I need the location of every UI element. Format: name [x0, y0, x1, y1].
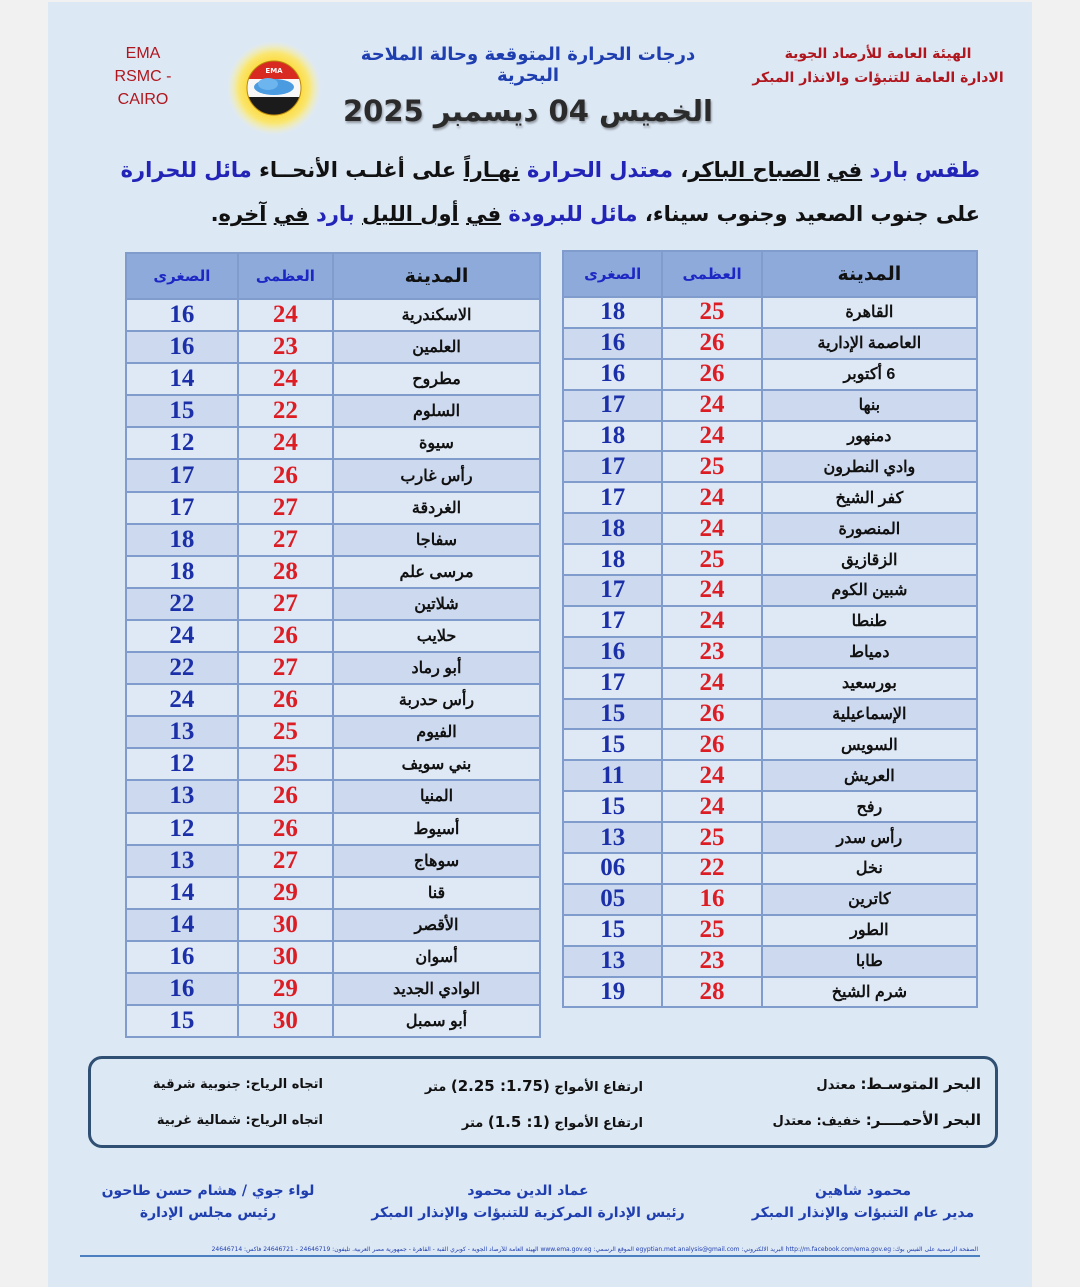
max-temp-cell: 30	[238, 909, 333, 941]
signatory-name: عماد الدين محمود	[467, 1183, 589, 1199]
table-row	[563, 946, 977, 977]
city-cell: رأس حدربة	[333, 684, 540, 716]
city-cell: قنا	[333, 877, 540, 909]
max-temp-cell: 23	[662, 637, 761, 668]
min-temp-cell: 15	[563, 791, 662, 822]
max-temp-cell: 26	[238, 459, 333, 491]
min-temp-cell: 13	[126, 845, 238, 877]
table-row	[563, 575, 977, 606]
min-temp-cell: 22	[126, 588, 238, 620]
bulletin-subtitle: درجات الحرارة المتوقعة وحالة الملاحة البحرية	[360, 44, 696, 86]
max-temp-cell: 24	[662, 482, 761, 513]
min-temp-cell: 17	[126, 492, 238, 524]
forecast-segment	[355, 202, 362, 226]
min-temp-cell: 06	[563, 853, 662, 884]
red-sea-row	[91, 1111, 995, 1135]
min-temp-cell: 17	[563, 390, 662, 421]
wind-label: اتجاه الرياح:	[245, 1113, 323, 1128]
signature-chairman	[88, 1180, 328, 1224]
table-header-row	[126, 253, 540, 299]
max-temp-cell: 26	[662, 729, 761, 760]
table-row	[563, 544, 977, 575]
forecast-segment	[459, 202, 466, 226]
table-row	[126, 748, 540, 780]
mediterranean-state: معتدل	[816, 1078, 861, 1093]
signatory-name: لواء جوي / هشام حسن طاحون	[101, 1183, 315, 1199]
dept-name-ar: الادارة العامة للتنبؤات والانذار المبكر	[752, 70, 1004, 86]
max-temp-cell: 27	[238, 524, 333, 556]
min-temp-cell: 15	[563, 729, 662, 760]
red-sea-label: البحر الأحمــــر:	[865, 1111, 981, 1129]
min-temp-cell: 15	[126, 395, 238, 427]
table-row	[563, 359, 977, 390]
table-row	[126, 780, 540, 812]
min-temp-cell: 18	[563, 544, 662, 575]
city-cell: القاهرة	[762, 297, 977, 328]
max-column-header: العظمى	[238, 253, 333, 299]
city-cell: وادي النطرون	[762, 451, 977, 482]
city-cell: 6 أكتوبر	[762, 359, 977, 390]
forecast-segment: نهـاراً	[463, 158, 520, 182]
city-cell: المنصورة	[762, 513, 977, 544]
max-temp-cell: 29	[238, 973, 333, 1005]
temperature-table-right	[562, 250, 978, 1008]
red-sea-waves-value: (1: 1.5)	[487, 1113, 550, 1131]
bulletin-page	[48, 2, 1032, 1287]
org-name-ar: الهيئة العامة للأرصاد الجوية	[784, 46, 972, 62]
city-cell: طابا	[762, 946, 977, 977]
city-cell: كاترين	[762, 884, 977, 915]
table-row	[563, 637, 977, 668]
city-cell: الاسكندرية	[333, 299, 540, 331]
forecast-segment: بارد	[308, 202, 355, 226]
max-temp-cell: 26	[238, 813, 333, 845]
signatory-title: رئيس الإدارة المركزية للتنبؤات والإنذار المبكر	[371, 1205, 685, 1221]
city-cell: رفح	[762, 791, 977, 822]
forecast-segment: .	[210, 202, 219, 226]
min-temp-cell: 13	[126, 716, 238, 748]
max-temp-cell: 27	[238, 845, 333, 877]
max-temp-cell: 30	[238, 941, 333, 973]
min-temp-cell: 18	[126, 556, 238, 588]
min-temp-cell: 15	[126, 1005, 238, 1037]
max-temp-cell: 24	[238, 299, 333, 331]
temperature-table-left	[125, 252, 541, 1038]
waves-label: ارتفاع الأمواج	[549, 1080, 643, 1095]
max-temp-cell: 24	[662, 668, 761, 699]
table-row	[563, 513, 977, 544]
table-header-row	[563, 251, 977, 297]
signatory-title: مدير عام التنبؤات والإنذار المبكر	[751, 1205, 975, 1221]
table-row	[563, 729, 977, 760]
min-temp-cell: 17	[126, 459, 238, 491]
max-temp-cell: 25	[662, 451, 761, 482]
table-row	[126, 459, 540, 491]
min-temp-cell: 16	[126, 973, 238, 1005]
max-temp-cell: 25	[662, 915, 761, 946]
table-row	[126, 813, 540, 845]
city-cell: رأس سدر	[762, 822, 977, 853]
min-temp-cell: 16	[126, 941, 238, 973]
min-temp-cell: 15	[563, 915, 662, 946]
min-temp-cell: 13	[563, 822, 662, 853]
city-cell: دمياط	[762, 637, 977, 668]
max-temp-cell: 24	[662, 575, 761, 606]
city-cell: حلايب	[333, 620, 540, 652]
max-temp-cell: 28	[662, 977, 761, 1008]
logo-text: EMA	[265, 67, 283, 75]
min-temp-cell: 18	[126, 524, 238, 556]
max-temp-cell: 26	[662, 328, 761, 359]
bulletin-date: الخميس 04 ديسمبر 2025	[343, 94, 713, 128]
min-temp-cell: 11	[563, 760, 662, 791]
min-temp-cell: 19	[563, 977, 662, 1008]
bulletin-title	[328, 44, 728, 128]
table-row	[563, 853, 977, 884]
min-temp-cell: 17	[563, 451, 662, 482]
ema-sun-logo-icon	[226, 40, 322, 136]
city-cell: بني سويف	[333, 748, 540, 780]
min-temp-cell: 14	[126, 909, 238, 941]
table-row	[126, 684, 540, 716]
waves-unit: متر	[461, 1116, 488, 1131]
weather-forecast-text	[76, 148, 980, 236]
table-row	[126, 299, 540, 331]
min-temp-cell: 17	[563, 482, 662, 513]
city-cell: دمنهور	[762, 421, 977, 452]
footer-divider	[80, 1255, 980, 1257]
city-cell: الغردقة	[333, 492, 540, 524]
city-cell: شلاتين	[333, 588, 540, 620]
city-cell: شبين الكوم	[762, 575, 977, 606]
table-row	[126, 524, 540, 556]
forecast-segment	[266, 202, 273, 226]
footer-contact-info[interactable]: الصفحة الرسمية على الفيس بوك: http://m.facebook.com/ema.gov.eg البريد الالكتروني: egyptian.met.analysis@gmail.com الموقع الرسمي: www.ema.gov.eg الهيئة العامة للأرصاد الجوية - كوبري القبة - القاهرة - جمهورية مصر العربية. تليفون: 24646719 - 24646721 فاكس: 24646714	[211, 1246, 978, 1253]
table-row	[563, 297, 977, 328]
table-row	[126, 395, 540, 427]
min-temp-cell: 14	[126, 363, 238, 395]
max-temp-cell: 16	[662, 884, 761, 915]
sea-navigation-box	[88, 1056, 998, 1148]
max-temp-cell: 25	[238, 716, 333, 748]
table-row	[126, 909, 540, 941]
table-row	[126, 652, 540, 684]
min-temp-cell: 16	[563, 637, 662, 668]
max-temp-cell: 26	[238, 684, 333, 716]
table-row	[563, 668, 977, 699]
city-cell: طنطا	[762, 606, 977, 637]
city-cell: مطروح	[333, 363, 540, 395]
min-temp-cell: 16	[563, 328, 662, 359]
min-temp-cell: 17	[563, 606, 662, 637]
forecast-segment: طقس بارد	[862, 158, 980, 182]
table-row	[126, 845, 540, 877]
forecast-segment: أول الليل	[362, 202, 459, 226]
city-cell: العريش	[762, 760, 977, 791]
max-temp-cell: 26	[662, 359, 761, 390]
max-temp-cell: 27	[238, 492, 333, 524]
table-row	[563, 791, 977, 822]
mediterranean-wind-value: جنوبية شرقية	[152, 1077, 246, 1092]
city-cell: السويس	[762, 729, 977, 760]
min-temp-cell: 14	[126, 877, 238, 909]
org-english-label	[88, 42, 198, 111]
table-row	[126, 941, 540, 973]
city-cell: بورسعيد	[762, 668, 977, 699]
forecast-segment: في	[827, 158, 863, 182]
max-temp-cell: 28	[238, 556, 333, 588]
forecast-segment: في	[273, 202, 309, 226]
max-temp-cell: 24	[662, 760, 761, 791]
city-cell: مرسى علم	[333, 556, 540, 588]
table-row	[126, 427, 540, 459]
table-row	[563, 760, 977, 791]
city-cell: سفاجا	[333, 524, 540, 556]
forecast-segment: مائل للبرودة	[501, 202, 638, 226]
city-cell: سوهاج	[333, 845, 540, 877]
city-cell: شرم الشيخ	[762, 977, 977, 1008]
wind-label: اتجاه الرياح:	[245, 1077, 323, 1092]
city-cell: الفيوم	[333, 716, 540, 748]
forecast-segment: في	[466, 202, 502, 226]
max-temp-cell: 26	[238, 780, 333, 812]
rsmc-label: RSMC - CAIRO	[114, 68, 172, 108]
min-temp-cell: 24	[126, 684, 238, 716]
max-temp-cell: 24	[662, 390, 761, 421]
table-row	[563, 482, 977, 513]
max-temp-cell: 23	[238, 331, 333, 363]
max-column-header: العظمى	[662, 251, 761, 297]
max-temp-cell: 29	[238, 877, 333, 909]
min-temp-cell: 16	[126, 331, 238, 363]
table-row	[563, 884, 977, 915]
min-temp-cell: 12	[126, 427, 238, 459]
table-row	[126, 492, 540, 524]
signatory-title: رئيس مجلس الإدارة	[139, 1205, 277, 1221]
forecast-segment: على أغلـب الأنحــاء	[251, 158, 464, 182]
min-temp-cell: 17	[563, 575, 662, 606]
forecast-segment: آخره	[218, 202, 267, 226]
table-row	[563, 699, 977, 730]
max-temp-cell: 26	[238, 620, 333, 652]
city-column-header: المدينة	[333, 253, 540, 299]
table-row	[563, 328, 977, 359]
max-temp-cell: 25	[662, 297, 761, 328]
forecast-segment: على جنوب الصعيد وجنوب سيناء،	[637, 202, 980, 226]
max-temp-cell: 24	[662, 791, 761, 822]
city-cell: الأقصر	[333, 909, 540, 941]
city-cell: الإسماعيلية	[762, 699, 977, 730]
table-row	[126, 588, 540, 620]
max-temp-cell: 24	[662, 513, 761, 544]
mediterranean-waves-value: (1.75: 2.25)	[450, 1077, 550, 1095]
min-temp-cell: 18	[563, 421, 662, 452]
max-temp-cell: 25	[662, 822, 761, 853]
waves-label: ارتفاع الأمواج	[549, 1116, 643, 1131]
max-temp-cell: 24	[238, 363, 333, 395]
city-cell: السلوم	[333, 395, 540, 427]
table-row	[126, 877, 540, 909]
max-temp-cell: 26	[662, 699, 761, 730]
min-column-header: الصغرى	[563, 251, 662, 297]
max-temp-cell: 25	[662, 544, 761, 575]
city-cell: الطور	[762, 915, 977, 946]
max-temp-cell: 24	[662, 421, 761, 452]
mediterranean-row	[91, 1075, 995, 1099]
max-temp-cell: 22	[238, 395, 333, 427]
signature-forecast-director	[748, 1180, 978, 1224]
table-row	[563, 451, 977, 482]
mediterranean-label: البحر المتوسـط:	[860, 1075, 981, 1093]
max-temp-cell: 27	[238, 652, 333, 684]
min-temp-cell: 17	[563, 668, 662, 699]
min-temp-cell: 13	[563, 946, 662, 977]
max-temp-cell: 24	[662, 606, 761, 637]
forecast-segment: الصباح الباكر	[688, 158, 820, 182]
table-row	[563, 977, 977, 1008]
city-cell: العاصمة الإدارية	[762, 328, 977, 359]
table-row	[126, 331, 540, 363]
table-row	[563, 421, 977, 452]
city-cell: أسوان	[333, 941, 540, 973]
waves-unit: متر	[424, 1080, 451, 1095]
forecast-segment: ،	[673, 158, 689, 182]
table-row	[126, 363, 540, 395]
min-temp-cell: 12	[126, 748, 238, 780]
table-row	[563, 390, 977, 421]
min-temp-cell: 18	[563, 297, 662, 328]
city-cell: الزقازيق	[762, 544, 977, 575]
table-row	[126, 716, 540, 748]
table-row	[563, 915, 977, 946]
min-temp-cell: 22	[126, 652, 238, 684]
org-acronym: EMA	[125, 45, 161, 62]
table-row	[126, 620, 540, 652]
forecast-segment: مائل للحرارة	[120, 158, 252, 182]
min-temp-cell: 13	[126, 780, 238, 812]
signatory-name: محمود شاهين	[814, 1183, 912, 1199]
forecast-segment: معتدل الحرارة	[519, 158, 674, 182]
city-cell: العلمين	[333, 331, 540, 363]
min-temp-cell: 15	[563, 699, 662, 730]
min-column-header: الصغرى	[126, 253, 238, 299]
city-cell: رأس غارب	[333, 459, 540, 491]
min-temp-cell: 16	[563, 359, 662, 390]
max-temp-cell: 25	[238, 748, 333, 780]
table-row	[126, 556, 540, 588]
red-sea-state: خفيف: معتدل	[772, 1114, 866, 1129]
max-temp-cell: 23	[662, 946, 761, 977]
city-cell: نخل	[762, 853, 977, 884]
min-temp-cell: 12	[126, 813, 238, 845]
city-cell: أسيوط	[333, 813, 540, 845]
min-temp-cell: 18	[563, 513, 662, 544]
table-row	[563, 822, 977, 853]
min-temp-cell: 24	[126, 620, 238, 652]
max-temp-cell: 22	[662, 853, 761, 884]
signature-central-director	[368, 1180, 688, 1224]
city-cell: المنيا	[333, 780, 540, 812]
city-cell: سيوة	[333, 427, 540, 459]
city-cell: كفر الشيخ	[762, 482, 977, 513]
max-temp-cell: 27	[238, 588, 333, 620]
table-row	[563, 606, 977, 637]
city-column-header: المدينة	[762, 251, 977, 297]
org-arabic-label	[748, 42, 1008, 90]
city-cell: الوادي الجديد	[333, 973, 540, 1005]
table-row	[126, 973, 540, 1005]
city-cell: أبو رماد	[333, 652, 540, 684]
city-cell: بنها	[762, 390, 977, 421]
city-cell: أبو سمبل	[333, 1005, 540, 1037]
table-row	[126, 1005, 540, 1037]
max-temp-cell: 30	[238, 1005, 333, 1037]
min-temp-cell: 05	[563, 884, 662, 915]
red-sea-wind-value: شمالية غربية	[156, 1113, 246, 1128]
max-temp-cell: 24	[238, 427, 333, 459]
min-temp-cell: 16	[126, 299, 238, 331]
